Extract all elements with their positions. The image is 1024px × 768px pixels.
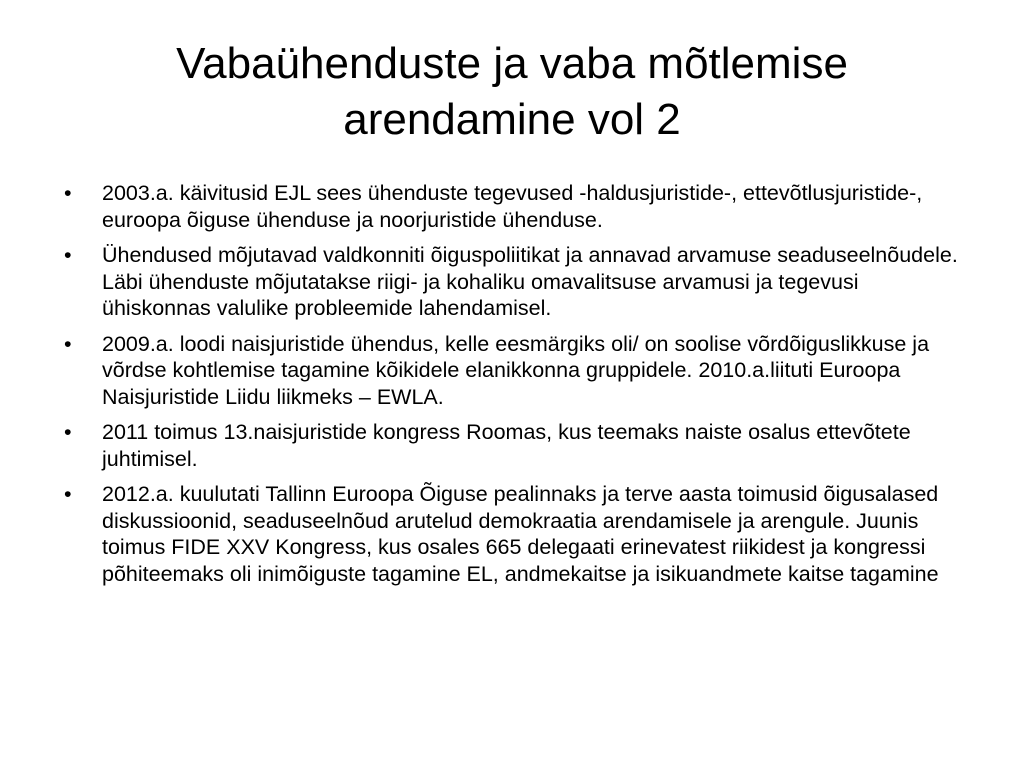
- bullet-list: [60, 180, 970, 596]
- bullet-text: Ühendused mõjutavad valdkonniti õiguspoliitikat ja annavad arvamuse seaduseelnõudele. Läbi ühenduste mõjutatakse riigi- ja kohaliku omavalitsuse arvamusi ja tegevusi ühiskonnas valulike probleemide lahendamisel.: [102, 243, 958, 320]
- bullet-text: 2009.a. loodi naisjuristide ühendus, kelle eesmärgiks oli/ on soolise võrdõiguslikkuse ja võrdse kohtlemise tagamine kõikidele elanikkonna gruppidele. 2010.a.liituti Euroopa Naisjuristide Liidu liikmeks – EWLA.: [102, 331, 930, 409]
- bullet-item: [60, 419, 970, 472]
- bullet-icon: •: [64, 331, 72, 356]
- bullet-item: [60, 331, 970, 411]
- bullet-item: [60, 242, 970, 322]
- bullet-item: [60, 180, 970, 233]
- bullet-text: 2011 toimus 13.naisjuristide kongress Roomas, kus teemaks naiste osalus ettevõtete juhtimisel.: [102, 420, 911, 471]
- bullet-text: 2012.a. kuulutati Tallinn Euroopa Õiguse pealinnaks ja terve aasta toimusid õigusalased diskussioonid, seaduseelnõud arutelud demokraatia arendamisele ja arengule. Juunis toimus FIDE XXV Kongress, kus osales 665 delegaati erinevatest riikidest ja kongressi põhiteemaks oli inimõiguste tagamine EL, andmekaitse ja isikuandmete kaitse tagamine: [102, 482, 939, 586]
- bullet-icon: •: [64, 243, 72, 267]
- bullet-icon: •: [64, 420, 72, 444]
- bullet-icon: •: [64, 482, 72, 506]
- bullet-text: 2003.a. käivitusid EJL sees ühenduste tegevused -haldusjuristide-, ettevõtlusjuristide-, euroopa õiguse ühenduse ja noorjuristide ühenduse.: [102, 181, 923, 232]
- bullet-item: [60, 481, 970, 587]
- slide-title: Vabaühenduste ja vaba mõtlemise arendamine vol 2: [176, 39, 848, 144]
- bullet-icon: •: [64, 181, 72, 205]
